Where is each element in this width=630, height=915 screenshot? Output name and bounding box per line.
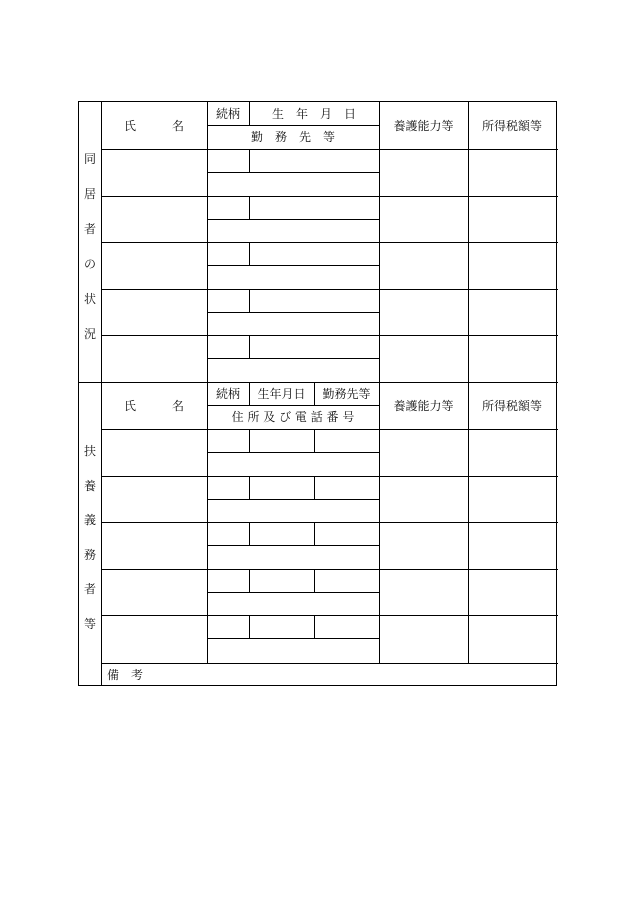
header-income-tax-label: 所得税額等 — [481, 399, 542, 413]
center-column-line — [379, 102, 380, 663]
header-birthdate-label: 生年月日 — [257, 387, 306, 401]
row-divider — [101, 615, 558, 616]
row-relation-divider — [249, 615, 250, 638]
row-divider — [101, 569, 558, 570]
cohabitant-side-label-char-5: 況 — [83, 327, 96, 341]
section-divider — [79, 382, 558, 383]
row-birth-divider — [314, 615, 315, 638]
row-divider — [101, 289, 558, 290]
row-inner-divider — [207, 312, 379, 313]
row-inner-divider — [207, 499, 379, 500]
header-workplace-label: 勤 務 先 等 — [250, 130, 335, 144]
row-inner-divider — [207, 358, 379, 359]
row-relation-divider — [249, 335, 250, 358]
row-relation-divider — [249, 429, 250, 452]
cohabitant-side-label-char-2: 者 — [83, 222, 96, 236]
supporter-side-label-char-2: 義 — [83, 513, 96, 527]
supporter-side-label-char-3: 務 — [83, 547, 96, 562]
header-birthdate-label: 生 年 月 日 — [271, 107, 356, 121]
row-inner-divider — [207, 219, 379, 220]
header-support-ability-label: 養護能力等 — [393, 119, 454, 133]
cohabitant-side-label-char-4: 状 — [83, 292, 96, 306]
row-inner-divider — [207, 592, 379, 593]
row-inner-divider — [207, 265, 379, 266]
row-relation-divider — [249, 289, 250, 312]
row-birth-divider — [314, 569, 315, 592]
header-divider — [207, 125, 379, 126]
supporter-side-label-char-1: 養 — [83, 478, 96, 493]
row-inner-divider — [207, 638, 379, 639]
row-divider — [101, 242, 558, 243]
row-birth-divider — [314, 476, 315, 499]
row-relation-divider — [249, 522, 250, 545]
header-relation-label: 続柄 — [215, 387, 240, 401]
household-form-table — [78, 101, 557, 686]
row-relation-divider — [249, 242, 250, 265]
header-name-label: 氏 名 — [123, 399, 184, 413]
row-inner-divider — [207, 452, 379, 453]
header-income-tax-label: 所得税額等 — [481, 119, 542, 133]
cohabitant-side-label-char-3: の — [83, 257, 96, 271]
header-address-phone-label: 住 所 及 び 電 話 番 号 — [231, 410, 355, 424]
row-inner-divider — [207, 545, 379, 546]
row-relation-divider — [249, 476, 250, 499]
row-relation-divider — [249, 196, 250, 219]
support-column-line — [468, 102, 469, 663]
supporter-side-label-char-5: 等 — [83, 616, 96, 631]
row-divider — [101, 196, 558, 197]
row-divider — [101, 335, 558, 336]
header-divider — [207, 405, 379, 406]
row-divider — [101, 522, 558, 523]
header-support-ability-label: 養護能力等 — [393, 399, 454, 413]
row-divider — [101, 476, 558, 477]
name-column-line — [207, 102, 208, 663]
header-name-label: 氏 名 — [123, 119, 184, 133]
row-birth-divider — [314, 429, 315, 452]
row-birth-divider — [314, 522, 315, 545]
header-relation-label: 続柄 — [215, 107, 240, 121]
row-inner-divider — [207, 172, 379, 173]
cohabitant-side-label-char-0: 同 — [83, 152, 96, 166]
remarks-top-line — [101, 663, 558, 664]
row-relation-divider — [249, 149, 250, 172]
side-label-column-line — [101, 102, 102, 685]
remarks-label: 備 考 — [107, 668, 144, 682]
header-workplace-label: 勤務先等 — [322, 387, 371, 401]
section1-header-bottom — [101, 149, 558, 150]
row-relation-divider — [249, 569, 250, 592]
cohabitant-side-label-char-1: 居 — [83, 187, 96, 201]
supporter-side-label-char-0: 扶 — [83, 444, 96, 458]
supporter-side-label-char-4: 者 — [83, 582, 96, 596]
section2-header-bottom — [101, 429, 558, 430]
